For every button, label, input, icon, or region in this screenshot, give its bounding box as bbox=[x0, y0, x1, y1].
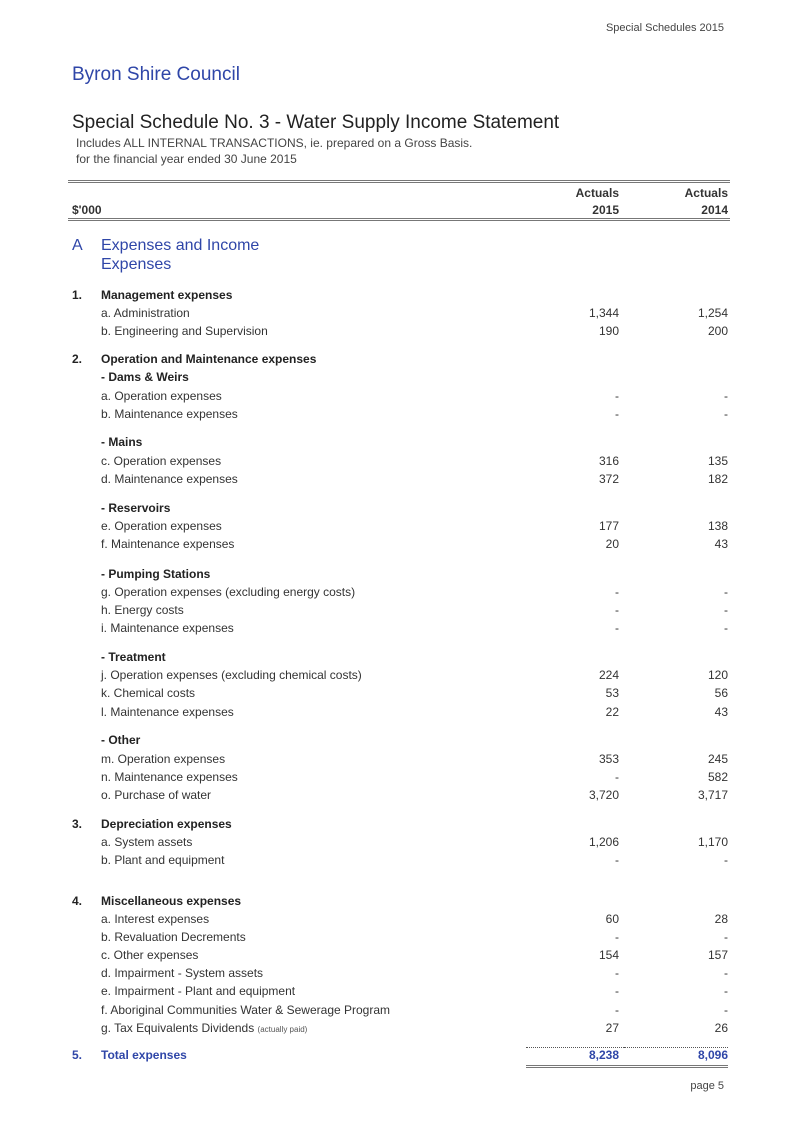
row-label bbox=[101, 912, 209, 926]
value-2014: 43 bbox=[714, 537, 728, 551]
value-2015: 1,206 bbox=[588, 835, 619, 849]
value-2014: - bbox=[724, 984, 728, 998]
value-2014: 1,254 bbox=[697, 306, 728, 320]
value-2015: - bbox=[615, 621, 619, 635]
table-row bbox=[0, 603, 796, 621]
row-label bbox=[101, 1003, 390, 1017]
council-name: Byron Shire Council bbox=[72, 64, 240, 85]
row-label bbox=[101, 984, 295, 998]
value-2015: 154 bbox=[598, 948, 619, 962]
table-row bbox=[0, 454, 796, 472]
row-label-text: - Reservoirs bbox=[101, 501, 171, 515]
value-2014: 56 bbox=[714, 686, 728, 700]
row-label bbox=[101, 835, 192, 849]
value-2014: 157 bbox=[707, 948, 728, 962]
value-2014: - bbox=[724, 389, 728, 403]
row-label bbox=[101, 705, 234, 719]
table-row bbox=[0, 984, 796, 1002]
table-row bbox=[0, 324, 796, 342]
table-row bbox=[0, 912, 796, 930]
table-heading-row bbox=[0, 352, 796, 370]
row-label-text: m. Operation expenses bbox=[101, 752, 226, 766]
total-double-rule-col2 bbox=[624, 1065, 728, 1068]
table-row bbox=[0, 668, 796, 686]
row-label bbox=[101, 389, 222, 403]
row-label-text: a. Administration bbox=[101, 306, 190, 320]
table-heading-row bbox=[0, 288, 796, 306]
row-label bbox=[101, 948, 198, 962]
value-2014: 200 bbox=[707, 324, 728, 338]
row-label bbox=[101, 567, 210, 581]
running-header: Special Schedules 2015 bbox=[605, 22, 724, 34]
row-label bbox=[101, 472, 238, 486]
table-heading-row bbox=[0, 894, 796, 912]
value-2014: 120 bbox=[707, 668, 728, 682]
table-row bbox=[0, 686, 796, 704]
table-row bbox=[0, 306, 796, 324]
value-2015: - bbox=[615, 389, 619, 403]
row-label bbox=[101, 435, 142, 449]
page-number: page 5 bbox=[690, 1080, 724, 1092]
row-label-text: e. Impairment - Plant and equipment bbox=[101, 984, 296, 998]
row-label-text: e. Operation expenses bbox=[101, 519, 222, 533]
row-label-text: Operation and Maintenance expenses bbox=[101, 352, 317, 366]
row-label-text: g. Operation expenses (excluding energy costs) bbox=[101, 585, 356, 599]
value-2014: - bbox=[724, 603, 728, 617]
value-2015: 53 bbox=[605, 686, 619, 700]
value-2014: 26 bbox=[714, 1021, 728, 1035]
row-label bbox=[101, 930, 246, 944]
row-label bbox=[101, 853, 224, 867]
row-label bbox=[101, 370, 189, 384]
row-label-text: Depreciation expenses bbox=[101, 817, 232, 831]
value-2015: 177 bbox=[598, 519, 619, 533]
subtitle-period: for the financial year ended 30 June 2015 bbox=[76, 152, 297, 166]
row-label bbox=[101, 407, 238, 421]
schedule-title: Special Schedule No. 3 - Water Supply Income Statement bbox=[72, 112, 560, 133]
subtitle-basis: Includes ALL INTERNAL TRANSACTIONS, ie. prepared on a Gross Basis. bbox=[76, 136, 473, 150]
total-double-rule-col1 bbox=[526, 1065, 630, 1068]
value-2014: - bbox=[724, 585, 728, 599]
value-2014: 182 bbox=[707, 472, 728, 486]
row-label-text: c. Operation expenses bbox=[101, 454, 222, 468]
row-label-text: a. System assets bbox=[101, 835, 193, 849]
table-row bbox=[0, 835, 796, 853]
row-label bbox=[101, 585, 355, 599]
value-2014: - bbox=[724, 407, 728, 421]
header-rule-top bbox=[68, 180, 730, 183]
row-label bbox=[101, 288, 232, 302]
row-label bbox=[101, 603, 184, 617]
row-label bbox=[101, 324, 268, 338]
row-label bbox=[101, 770, 238, 784]
col1-heading: Actuals bbox=[575, 186, 619, 200]
row-label-text: - Other bbox=[101, 733, 141, 747]
table-row bbox=[0, 1021, 796, 1039]
table-row bbox=[0, 519, 796, 537]
row-number: 2. bbox=[72, 352, 83, 366]
table-row bbox=[0, 788, 796, 806]
table-row bbox=[0, 752, 796, 770]
row-label-text: l. Maintenance expenses bbox=[101, 705, 234, 719]
section-subtitle: Expenses bbox=[101, 256, 172, 273]
row-label-text: b. Plant and equipment bbox=[101, 853, 225, 867]
value-2015: - bbox=[615, 930, 619, 944]
value-2015: 27 bbox=[605, 1021, 619, 1035]
row-label bbox=[101, 306, 190, 320]
table-row bbox=[0, 853, 796, 871]
row-label-text: - Dams & Weirs bbox=[101, 370, 189, 384]
row-label bbox=[101, 788, 211, 802]
table-row bbox=[0, 537, 796, 555]
value-2015: 20 bbox=[605, 537, 619, 551]
row-label bbox=[101, 454, 221, 468]
row-label bbox=[101, 501, 170, 515]
row-label-text: i. Maintenance expenses bbox=[101, 621, 234, 635]
col2-year: 2014 bbox=[701, 203, 728, 217]
row-label bbox=[101, 817, 232, 831]
value-2015: - bbox=[615, 966, 619, 980]
section-title: Expenses and Income bbox=[101, 237, 260, 254]
value-2014: 245 bbox=[707, 752, 728, 766]
section-letter: A bbox=[72, 237, 83, 254]
row-label-text: a. Operation expenses bbox=[101, 389, 222, 403]
table-row bbox=[0, 930, 796, 948]
table-heading-row bbox=[0, 650, 796, 668]
row-label-text: k. Chemical costs bbox=[101, 686, 196, 700]
row-label bbox=[101, 621, 234, 635]
value-2015: - bbox=[615, 770, 619, 784]
row-number: 3. bbox=[72, 817, 83, 831]
table-row bbox=[0, 1003, 796, 1021]
table-row bbox=[0, 948, 796, 966]
value-2015: 372 bbox=[598, 472, 619, 486]
row-label-text: - Mains bbox=[101, 435, 143, 449]
value-2015: 22 bbox=[605, 705, 619, 719]
row-number: 1. bbox=[72, 288, 83, 302]
row-label bbox=[101, 733, 140, 747]
table-heading-row bbox=[0, 370, 796, 388]
value-2015: 60 bbox=[605, 912, 619, 926]
row-label-text: a. Interest expenses bbox=[101, 912, 210, 926]
table-row bbox=[0, 705, 796, 723]
row-label-text: d. Impairment - System assets bbox=[101, 966, 264, 980]
row-label bbox=[101, 894, 241, 908]
header-rule-bottom bbox=[68, 218, 730, 221]
table-row bbox=[0, 472, 796, 490]
table-heading-row bbox=[0, 501, 796, 519]
row-label-text: d. Maintenance expenses bbox=[101, 472, 238, 486]
total-value-2014: 8,096 bbox=[697, 1048, 728, 1062]
row-label-text: Management expenses bbox=[101, 288, 233, 302]
table-heading-row bbox=[0, 817, 796, 835]
value-2015: - bbox=[615, 1003, 619, 1017]
value-2014: 138 bbox=[707, 519, 728, 533]
total-label: Total expenses bbox=[101, 1048, 187, 1062]
table-row bbox=[0, 585, 796, 603]
value-2014: - bbox=[724, 1003, 728, 1017]
row-label bbox=[101, 650, 166, 664]
col1-year: 2015 bbox=[592, 203, 619, 217]
row-label-text: f. Aboriginal Communities Water & Sewerage Program bbox=[101, 1003, 391, 1017]
table-row bbox=[0, 389, 796, 407]
table-row bbox=[0, 770, 796, 788]
row-label bbox=[101, 519, 222, 533]
value-2015: - bbox=[615, 407, 619, 421]
table-heading-row bbox=[0, 733, 796, 751]
table-heading-row bbox=[0, 567, 796, 585]
value-2014: 1,170 bbox=[697, 835, 728, 849]
value-2014: 135 bbox=[707, 454, 728, 468]
col2-heading: Actuals bbox=[684, 186, 728, 200]
value-2015: 224 bbox=[598, 668, 619, 682]
table-row bbox=[0, 621, 796, 639]
value-2014: - bbox=[724, 621, 728, 635]
value-2014: - bbox=[724, 966, 728, 980]
row-label-text: b. Revaluation Decrements bbox=[101, 930, 246, 944]
value-2015: 3,720 bbox=[588, 788, 619, 802]
total-value-2015: 8,238 bbox=[588, 1048, 619, 1062]
row-label-text: n. Maintenance expenses bbox=[101, 770, 238, 784]
row-label bbox=[101, 668, 362, 682]
value-2014: 582 bbox=[707, 770, 728, 784]
table-row bbox=[0, 407, 796, 425]
table-heading-row bbox=[0, 435, 796, 453]
row-number: 4. bbox=[72, 894, 83, 908]
row-label-text: h. Energy costs bbox=[101, 603, 184, 617]
row-label bbox=[101, 352, 316, 366]
row-label bbox=[101, 686, 195, 700]
row-label-text: - Treatment bbox=[101, 650, 166, 664]
row-label-text: b. Maintenance expenses bbox=[101, 407, 238, 421]
value-2015: - bbox=[615, 984, 619, 998]
value-2015: 316 bbox=[598, 454, 619, 468]
table-row bbox=[0, 966, 796, 984]
row-label-text: f. Maintenance expenses bbox=[101, 537, 235, 551]
total-row bbox=[0, 1048, 796, 1066]
row-label-text: b. Engineering and Supervision bbox=[101, 324, 268, 338]
row-label bbox=[101, 537, 234, 551]
row-label-text: Miscellaneous expenses bbox=[101, 894, 242, 908]
value-2015: - bbox=[615, 585, 619, 599]
row-note: (actually paid) bbox=[257, 1025, 308, 1034]
row-label-text: - Pumping Stations bbox=[101, 567, 211, 581]
value-2014: 3,717 bbox=[697, 788, 728, 802]
row-label-text: g. Tax Equivalents Dividends bbox=[101, 1021, 255, 1035]
value-2014: - bbox=[724, 930, 728, 944]
unit-label: $'000 bbox=[72, 203, 102, 217]
value-2015: 353 bbox=[598, 752, 619, 766]
value-2014: 28 bbox=[714, 912, 728, 926]
value-2014: 43 bbox=[714, 705, 728, 719]
row-label bbox=[101, 752, 225, 766]
value-2015: 190 bbox=[598, 324, 619, 338]
row-label-text: c. Other expenses bbox=[101, 948, 199, 962]
row-label-text: j. Operation expenses (excluding chemical costs) bbox=[101, 668, 362, 682]
value-2015: 1,344 bbox=[588, 306, 619, 320]
row-label bbox=[101, 1021, 307, 1035]
value-2015: - bbox=[615, 603, 619, 617]
row-label-text: o. Purchase of water bbox=[101, 788, 212, 802]
total-number: 5. bbox=[72, 1048, 83, 1062]
value-2014: - bbox=[724, 853, 728, 867]
value-2015: - bbox=[615, 853, 619, 867]
row-label bbox=[101, 966, 263, 980]
